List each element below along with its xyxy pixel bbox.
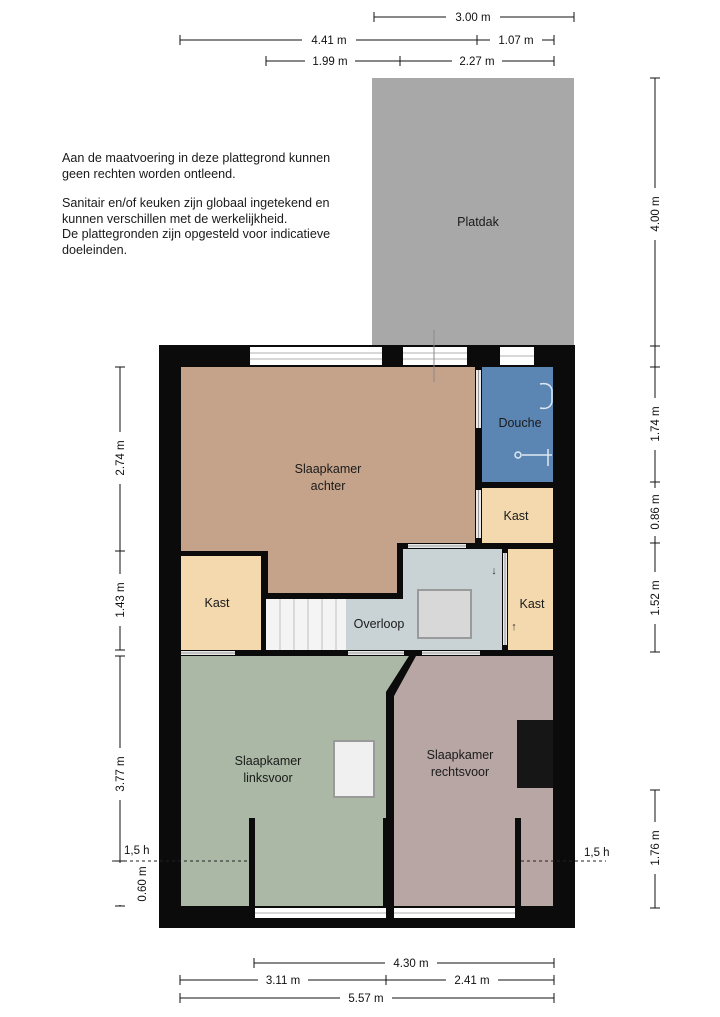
dim-top-3a: 1.99 m (312, 56, 348, 68)
sanitary-line-4: doeleinden. (62, 242, 128, 257)
stairs-area (266, 599, 346, 650)
knee-wall-left (249, 818, 255, 918)
dim-right-2: 1.74 m (650, 406, 662, 442)
overloop-label: Overloop (353, 617, 405, 631)
dim-right-1: 4.00 m (650, 196, 662, 232)
dim-bottom-2b: 2.41 m (454, 975, 490, 987)
dim-top-1: 3.00 m (455, 12, 491, 24)
slaapkamer-rechtsvoor-label-1: Slaapkamer (426, 748, 494, 762)
douche-label: Douche (498, 416, 542, 430)
dim-left-4: 0.60 m (137, 866, 149, 902)
dim-bottom-2a: 3.11 m (265, 975, 301, 987)
sanitary-line-3: De plattegronden zijn opgesteld voor indicatieve (62, 227, 331, 241)
skylight-linksvoor (334, 741, 374, 797)
headroom-label-left: 1,5 h (124, 845, 150, 857)
dim-right-5: 1.76 m (650, 830, 662, 866)
slaapkamer-rechtsvoor-label-2: rechtsvoor (430, 765, 490, 779)
slaapkamer-achter-label-2: achter (310, 479, 346, 493)
disclaimer-line-1: Aan de maatvoering in deze plattegrond kunnen (62, 151, 331, 165)
chimney-block (517, 720, 553, 788)
kast-right-mid-label: Kast (519, 597, 545, 611)
knee-wall-mid (383, 818, 389, 908)
slaapkamer-linksvoor-label-2: linksvoor (243, 771, 293, 785)
dim-top-2a: 4.41 m (311, 35, 347, 47)
slaapkamer-achter-label-1: Slaapkamer (294, 462, 362, 476)
slide-arrow-up-icon: ↑ (511, 621, 517, 633)
knee-wall-right (515, 818, 521, 918)
sanitary-line-2: kunnen verschillen met de werkelijkheid. (62, 211, 288, 226)
slide-arrow-down-icon: ↓ (491, 565, 497, 577)
disclaimer-line-2: geen rechten worden ontleend. (62, 166, 236, 181)
dim-top-3b: 2.27 m (459, 56, 495, 68)
dim-bottom-3: 5.57 m (348, 993, 384, 1005)
dim-right-4: 1.52 m (650, 580, 662, 616)
slaapkamer-linksvoor-label-1: Slaapkamer (234, 754, 302, 768)
sanitary-line-1: Sanitair en/of keuken zijn globaal ingetekend en (62, 196, 330, 210)
headroom-label-right: 1,5 h (584, 847, 610, 859)
dim-left-2: 1.43 m (115, 582, 127, 618)
dim-bottom-1: 4.30 m (393, 958, 429, 970)
front-window-mullion (386, 906, 394, 920)
skylight-overloop (418, 590, 471, 638)
kast-right-top-label: Kast (503, 509, 529, 523)
platdak-area (372, 78, 574, 346)
platdak-label: Platdak (457, 215, 499, 229)
dim-right-3: 0.86 m (650, 494, 662, 530)
dim-left-1: 2.74 m (115, 440, 127, 476)
dim-top-2b: 1.07 m (498, 35, 534, 47)
kast-left-label: Kast (204, 596, 230, 610)
dim-left-3: 3.77 m (115, 756, 127, 792)
